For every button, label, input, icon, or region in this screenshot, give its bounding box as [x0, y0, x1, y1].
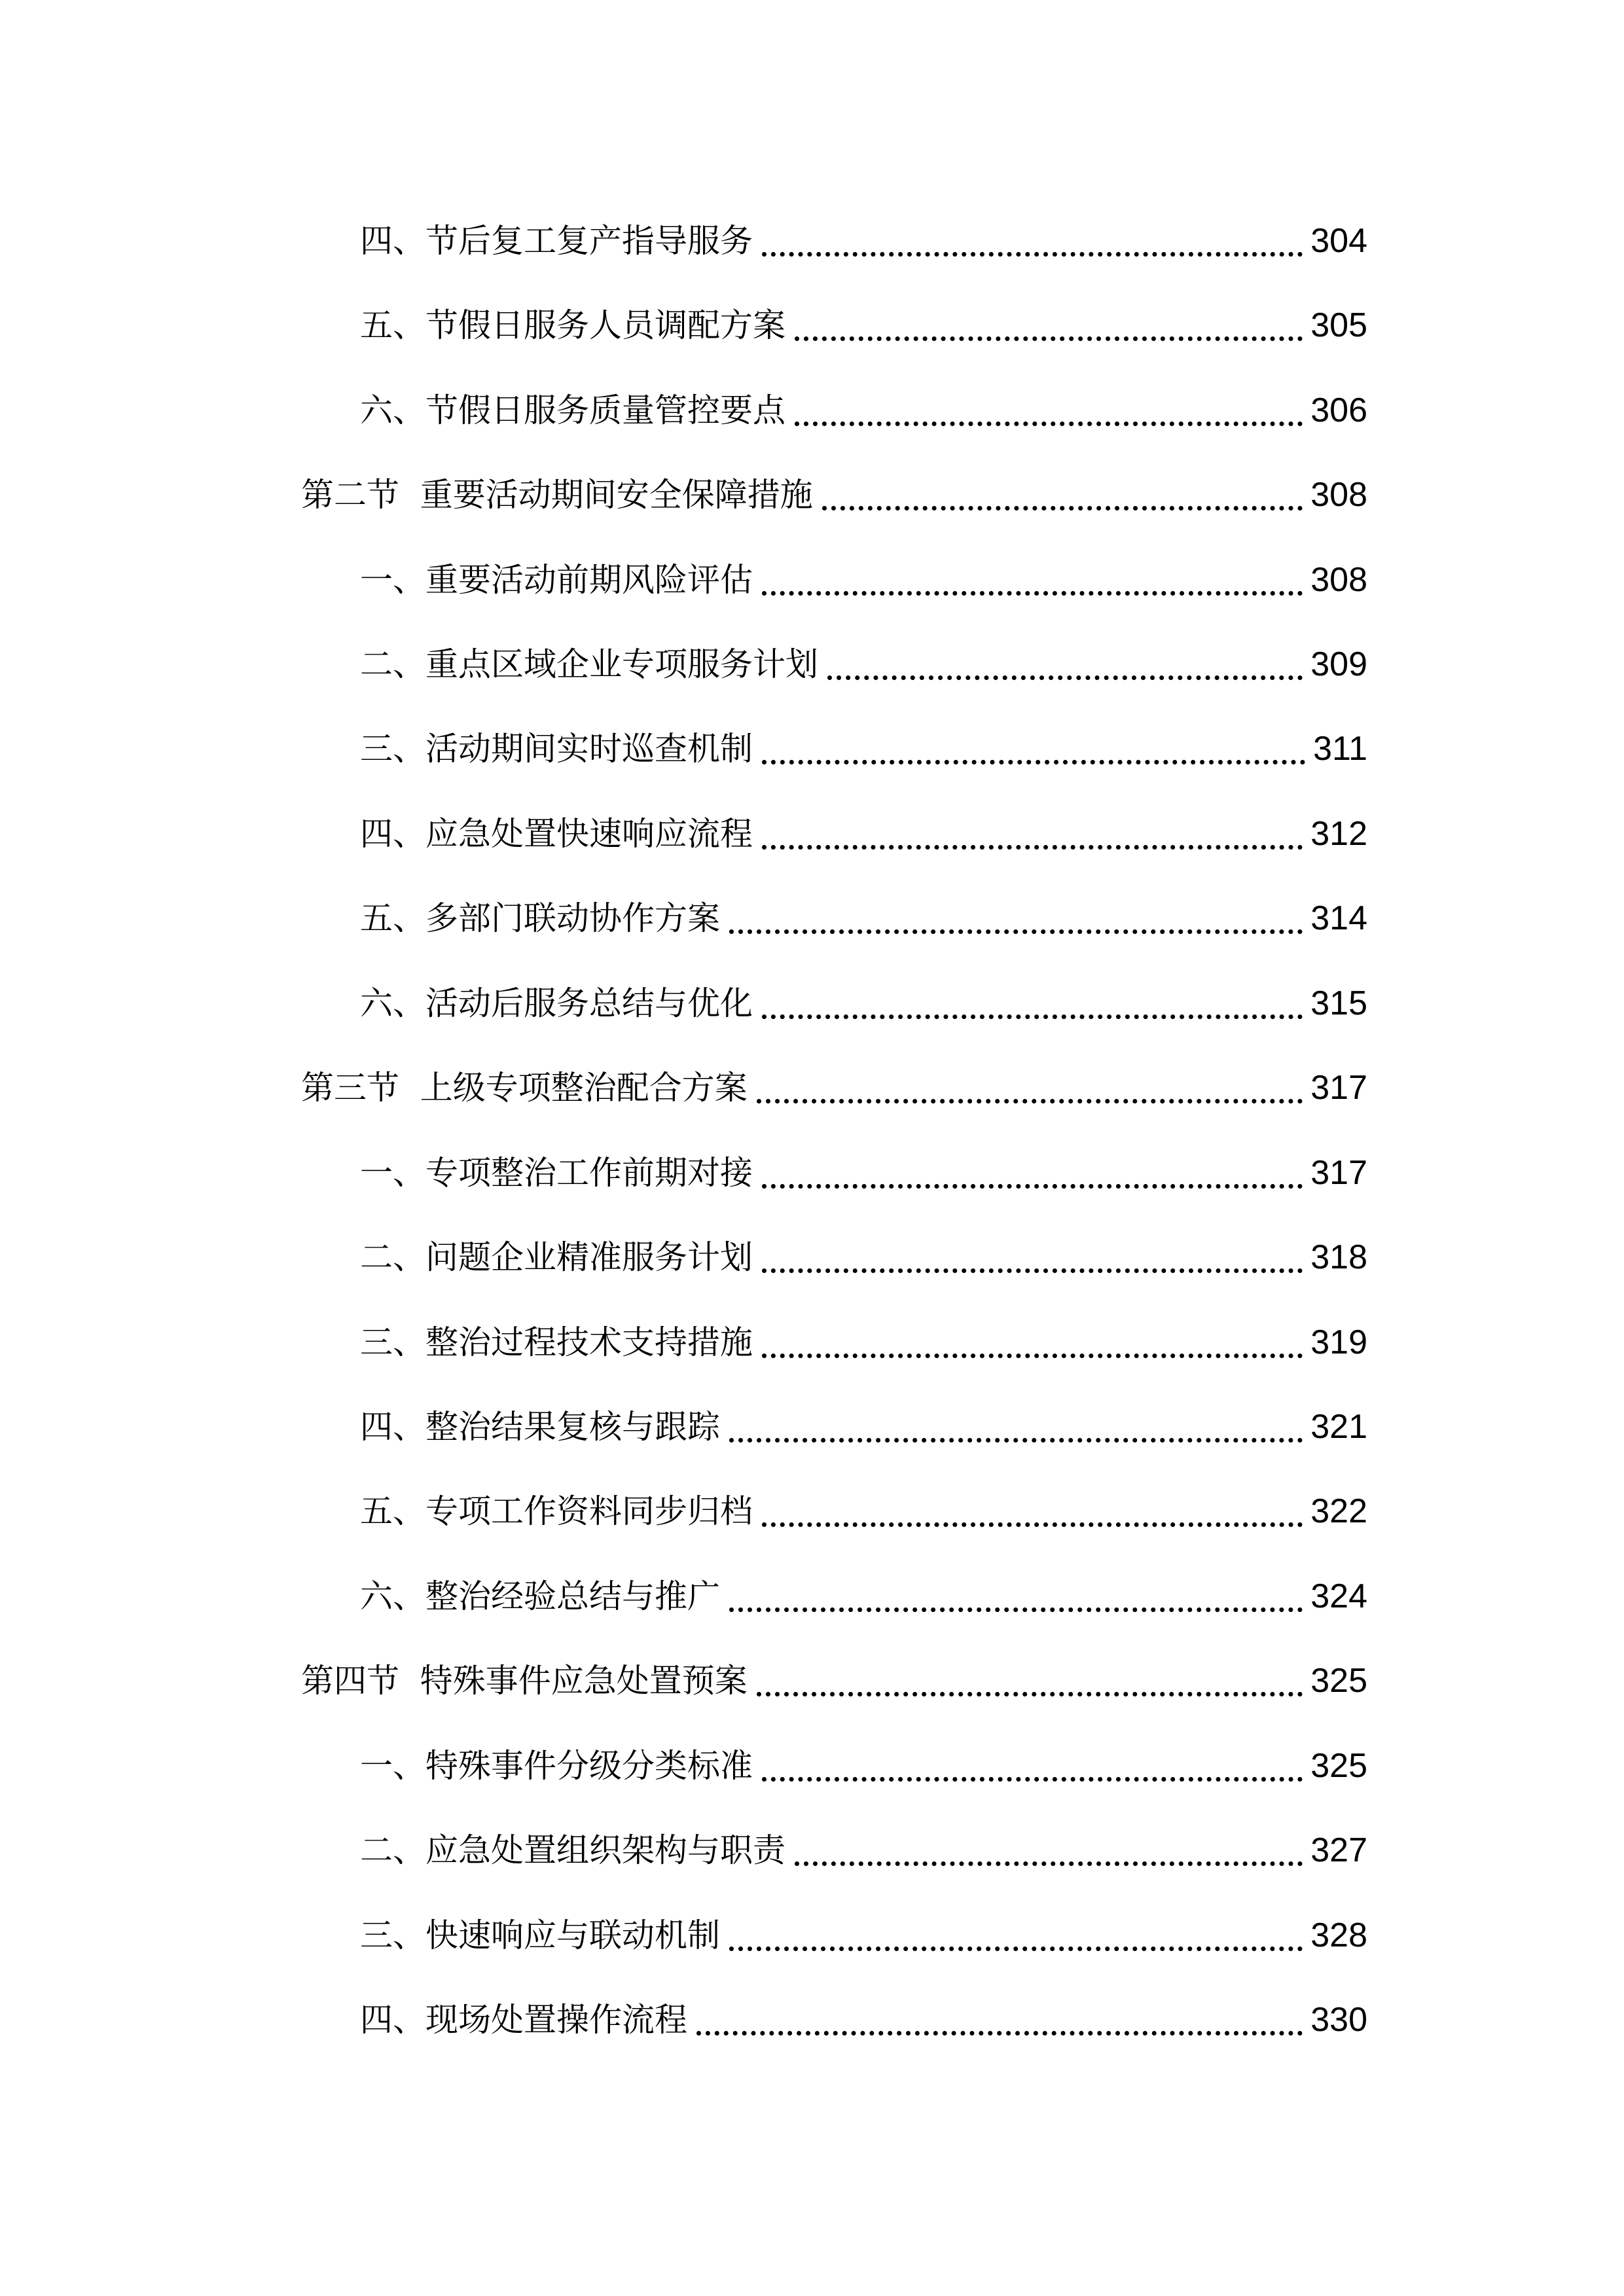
toc-entry-title: 六、整治经验总结与推广 — [360, 1577, 720, 1615]
toc-page-number: 308 — [1310, 561, 1367, 599]
toc-dot-leader — [762, 1162, 1303, 1189]
toc-dot-leader — [762, 823, 1303, 850]
toc-page-number: 318 — [1310, 1238, 1367, 1276]
toc-entry[interactable] — [360, 1570, 1367, 1623]
toc-entry-title: 四、节后复工复产指导服务 — [360, 222, 753, 260]
toc-dot-leader — [762, 1247, 1303, 1273]
toc-section-entry[interactable] — [301, 469, 1367, 521]
toc-page-number: 321 — [1310, 1408, 1367, 1446]
toc-dot-leader — [795, 315, 1303, 341]
toc-page-number: 312 — [1310, 815, 1367, 853]
toc-page-number: 308 — [1310, 476, 1367, 514]
toc-dot-leader — [729, 1586, 1303, 1612]
toc-entry-title: 五、专项工作资料同步归档 — [360, 1492, 753, 1530]
toc-dot-leader — [762, 1332, 1303, 1358]
toc-dot-leader — [729, 1416, 1303, 1443]
toc-entry[interactable] — [360, 1909, 1367, 1962]
toc-dot-leader — [827, 654, 1303, 680]
toc-page-number: 319 — [1310, 1323, 1367, 1361]
toc-entry[interactable] — [360, 215, 1367, 267]
toc-page-number: 325 — [1310, 1747, 1367, 1785]
toc-entry[interactable] — [360, 808, 1367, 860]
toc-entry-title: 第四节 特殊事件应急处置预案 — [301, 1662, 748, 1700]
toc-page-number: 322 — [1310, 1492, 1367, 1530]
toc-entry-title: 六、活动后服务总结与优化 — [360, 984, 753, 1022]
toc-dot-leader — [762, 738, 1305, 764]
toc-page-number: 324 — [1310, 1577, 1367, 1615]
toc-page-number: 325 — [1310, 1662, 1367, 1700]
toc-entry[interactable] — [360, 638, 1367, 691]
toc-entry[interactable] — [360, 1740, 1367, 1792]
toc-entry-title: 六、节假日服务质量管控要点 — [360, 391, 785, 429]
toc-entry-title: 三、活动期间实时巡查机制 — [360, 730, 753, 768]
toc-entry-title: 四、应急处置快速响应流程 — [360, 815, 753, 853]
toc-page-number: 314 — [1310, 899, 1367, 937]
toc-entry[interactable] — [360, 299, 1367, 351]
toc-dot-leader — [729, 1925, 1303, 1951]
toc-entry-title: 五、多部门联动协作方案 — [360, 899, 720, 937]
toc-page-number: 317 — [1310, 1154, 1367, 1192]
toc-entry-title: 三、整治过程技术支持措施 — [360, 1323, 753, 1361]
toc-dot-leader — [762, 569, 1303, 596]
toc-entry-title: 三、快速响应与联动机制 — [360, 1916, 720, 1954]
toc-page-number: 315 — [1310, 984, 1367, 1022]
toc-dot-leader — [822, 484, 1303, 511]
toc-entry[interactable] — [360, 892, 1367, 944]
toc-page-number: 311 — [1313, 730, 1367, 768]
toc-dot-leader — [696, 2009, 1303, 2036]
toc-page-number: 328 — [1310, 1916, 1367, 1954]
toc-dot-leader — [762, 993, 1303, 1019]
toc-dot-leader — [762, 230, 1303, 257]
toc-dot-leader — [762, 1755, 1303, 1782]
toc-entry[interactable] — [360, 1316, 1367, 1369]
toc-dot-leader — [795, 400, 1303, 426]
toc-dot-leader — [795, 1840, 1303, 1866]
toc-entry-title: 四、整治结果复核与跟踪 — [360, 1408, 720, 1446]
toc-entry-title: 二、问题企业精准服务计划 — [360, 1238, 753, 1276]
toc-dot-leader — [729, 908, 1303, 934]
toc-entry-title: 一、专项整治工作前期对接 — [360, 1154, 753, 1192]
toc-entry-title: 一、特殊事件分级分类标准 — [360, 1747, 753, 1785]
toc-entry-title: 一、重要活动前期风险评估 — [360, 561, 753, 599]
toc-section-entry[interactable] — [301, 1062, 1367, 1114]
toc-entry[interactable] — [360, 723, 1367, 775]
toc-page-number: 330 — [1310, 2001, 1367, 2039]
toc-dot-leader — [757, 1077, 1303, 1103]
toc-section-entry[interactable] — [301, 1655, 1367, 1707]
toc-entry[interactable] — [360, 1401, 1367, 1453]
toc-entry-title: 四、现场处置操作流程 — [360, 2001, 687, 2039]
toc-entry[interactable] — [360, 1824, 1367, 1876]
toc-entry-title: 第二节 重要活动期间安全保障措施 — [301, 476, 813, 514]
toc-entry-title: 第三节 上级专项整治配合方案 — [301, 1069, 748, 1107]
toc-entry[interactable] — [360, 977, 1367, 1030]
toc-entry[interactable] — [360, 554, 1367, 606]
toc-page-number: 327 — [1310, 1831, 1367, 1869]
toc-page-number: 305 — [1310, 306, 1367, 344]
toc-entry-title: 二、应急处置组织架构与职责 — [360, 1831, 785, 1869]
toc-page-number: 309 — [1310, 645, 1367, 683]
toc-entry-title: 五、节假日服务人员调配方案 — [360, 306, 785, 344]
toc-entry[interactable] — [360, 1485, 1367, 1537]
toc-entry-title: 二、重点区域企业专项服务计划 — [360, 645, 818, 683]
toc-entry[interactable] — [360, 384, 1367, 437]
toc-entry[interactable] — [360, 1231, 1367, 1283]
toc-page-number: 317 — [1310, 1069, 1367, 1107]
toc-page-number: 304 — [1310, 222, 1367, 260]
toc-dot-leader — [757, 1670, 1303, 1696]
toc-dot-leader — [762, 1501, 1303, 1527]
toc-entry[interactable] — [360, 1994, 1367, 2046]
toc-page-number: 306 — [1310, 391, 1367, 429]
toc-entry[interactable] — [360, 1147, 1367, 1199]
